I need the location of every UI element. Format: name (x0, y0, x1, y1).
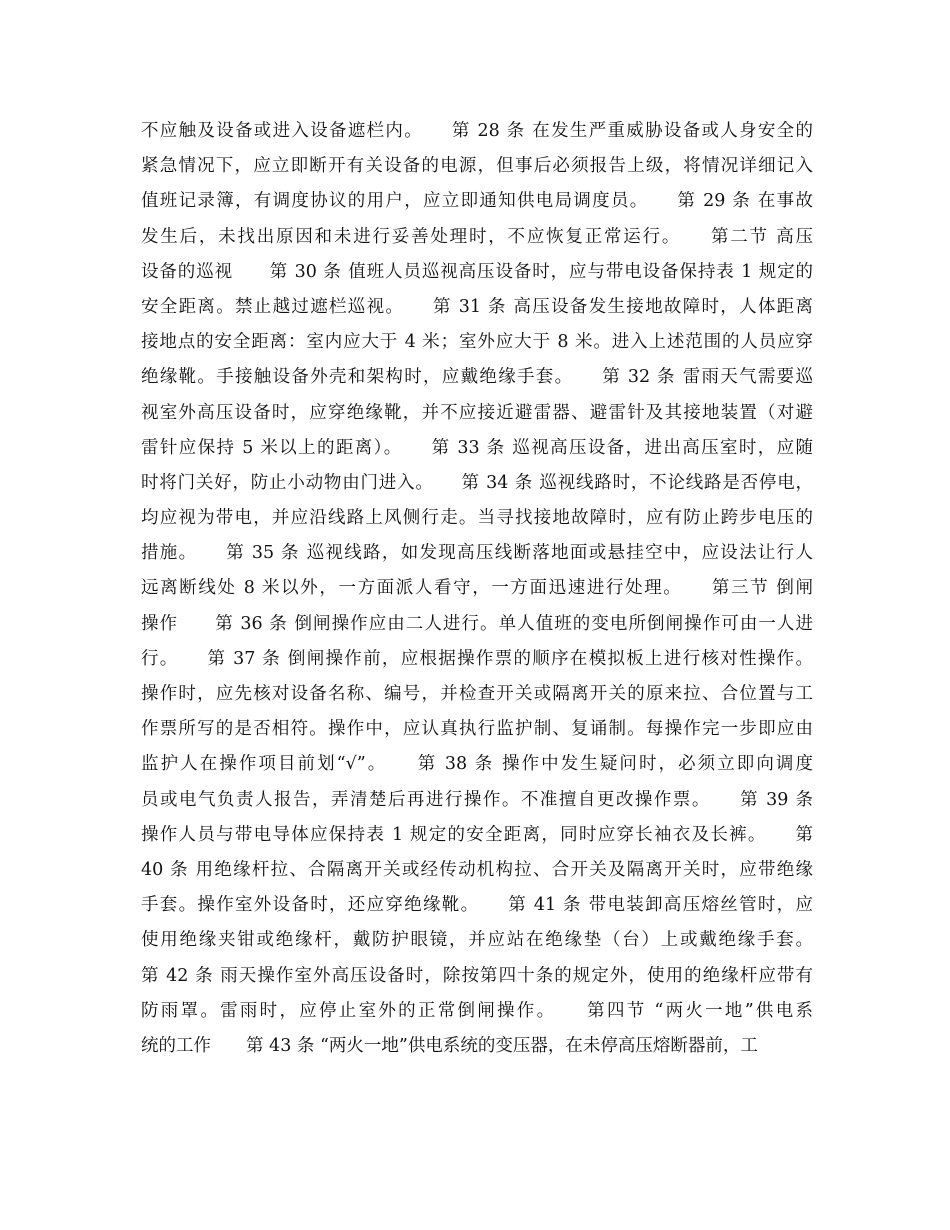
body-text (141, 114, 813, 1064)
text-line: 操作人员与带电导体应保持表 1 规定的安全距离，同时应穿长袖衣及长裤。 第 (141, 824, 813, 845)
text-line: 安全距离。禁止越过遮栏巡视。 第 31 条 高压设备发生接地故障时，人体距离 (141, 296, 813, 317)
text-line: 40 条 用绝缘杆拉、合隔离开关或经传动机构拉、合开关及隔离开关时，应带绝缘 (141, 859, 813, 880)
text-line: 发生后，未找出原因和未进行妥善处理时，不应恢复正常运行。 第二节 高压 (141, 226, 813, 247)
text-line: 统的工作 第 43 条 “两火一地”供电系统的变压器，在未停高压熔断器前，工 (141, 1035, 758, 1056)
text-line: 接地点的安全距离：室内应大于 4 米；室外应大于 8 米。进入上述范围的人员应穿 (141, 332, 813, 353)
text-line: 操作 第 36 条 倒闸操作应由二人进行。单人值班的变电所倒闸操作可由一人进 (141, 613, 813, 634)
text-line: 不应触及设备或进入设备遮栏内。 第 28 条 在发生严重威胁设备或人身安全的 (141, 121, 813, 141)
text-line: 操作时，应先核对设备名称、编号，并检查开关或隔离开关的原来拉、合位置与工 (141, 684, 813, 704)
text-line: 时将门关好，防止小动物由门进入。 第 34 条 巡视线路时，不论线路是否停电， (141, 472, 813, 493)
text-line: 值班记录簿，有调度协议的用户，应立即通知供电局调度员。 第 29 条 在事故 (141, 191, 813, 212)
text-line: 视室外高压设备时，应穿绝缘靴，并不应接近避雷器、避雷针及其接地装置（对避 (141, 402, 813, 423)
text-line: 远离断线处 8 米以外，一方面派人看守，一方面迅速进行处理。 第三节 倒闸 (141, 578, 813, 599)
text-line: 行。 第 37 条 倒闸操作前，应根据操作票的顺序在模拟板上进行核对性操作。 (141, 648, 813, 669)
text-line: 手套。操作室外设备时，还应穿绝缘靴。 第 41 条 带电装卸高压熔丝管时，应 (141, 895, 813, 916)
text-line: 第 42 条 雨天操作室外高压设备时，除按第四十条的规定外，使用的绝缘杆应带有 (141, 965, 813, 986)
text-line: 紧急情况下，应立即断开有关设备的电源，但事后必须报告上级，将情况详细记入 (141, 156, 813, 177)
text-line: 均应视为带电，并应沿线路上风侧行走。当寻找接地故障时，应有防止跨步电压的 (141, 508, 813, 529)
text-line: 使用绝缘夹钳或绝缘杆，戴防护眼镜，并应站在绝缘垫（台）上或戴绝缘手套。 (141, 930, 813, 951)
text-line: 作票所写的是否相符。操作中，应认真执行监护制、复诵制。每操作完一步即应由 (141, 719, 813, 740)
text-line: 设备的巡视 第 30 条 值班人员巡视高压设备时，应与带电设备保持表 1 规定的 (141, 261, 813, 282)
text-line: 雷针应保持 5 米以上的距离）。 第 33 条 巡视高压设备，进出高压室时，应随 (141, 437, 813, 458)
text-line: 监护人在操作项目前划“√”。 第 38 条 操作中发生疑问时，必须立即向调度 (141, 754, 813, 775)
text-line: 防雨罩。雷雨时，应停止室外的正常倒闸操作。 第四节 “两火一地”供电系 (141, 1000, 813, 1021)
text-line: 员或电气负责人报告，弄清楚后再进行操作。不准擅自更改操作票。 第 39 条 (141, 789, 813, 810)
text-line: 措施。 第 35 条 巡视线路，如发现高压线断落地面或悬挂空中，应设法让行人 (141, 543, 813, 564)
text-line: 绝缘靴。手接触设备外壳和架构时，应戴绝缘手套。 第 32 条 雷雨天气需要巡 (141, 367, 813, 388)
